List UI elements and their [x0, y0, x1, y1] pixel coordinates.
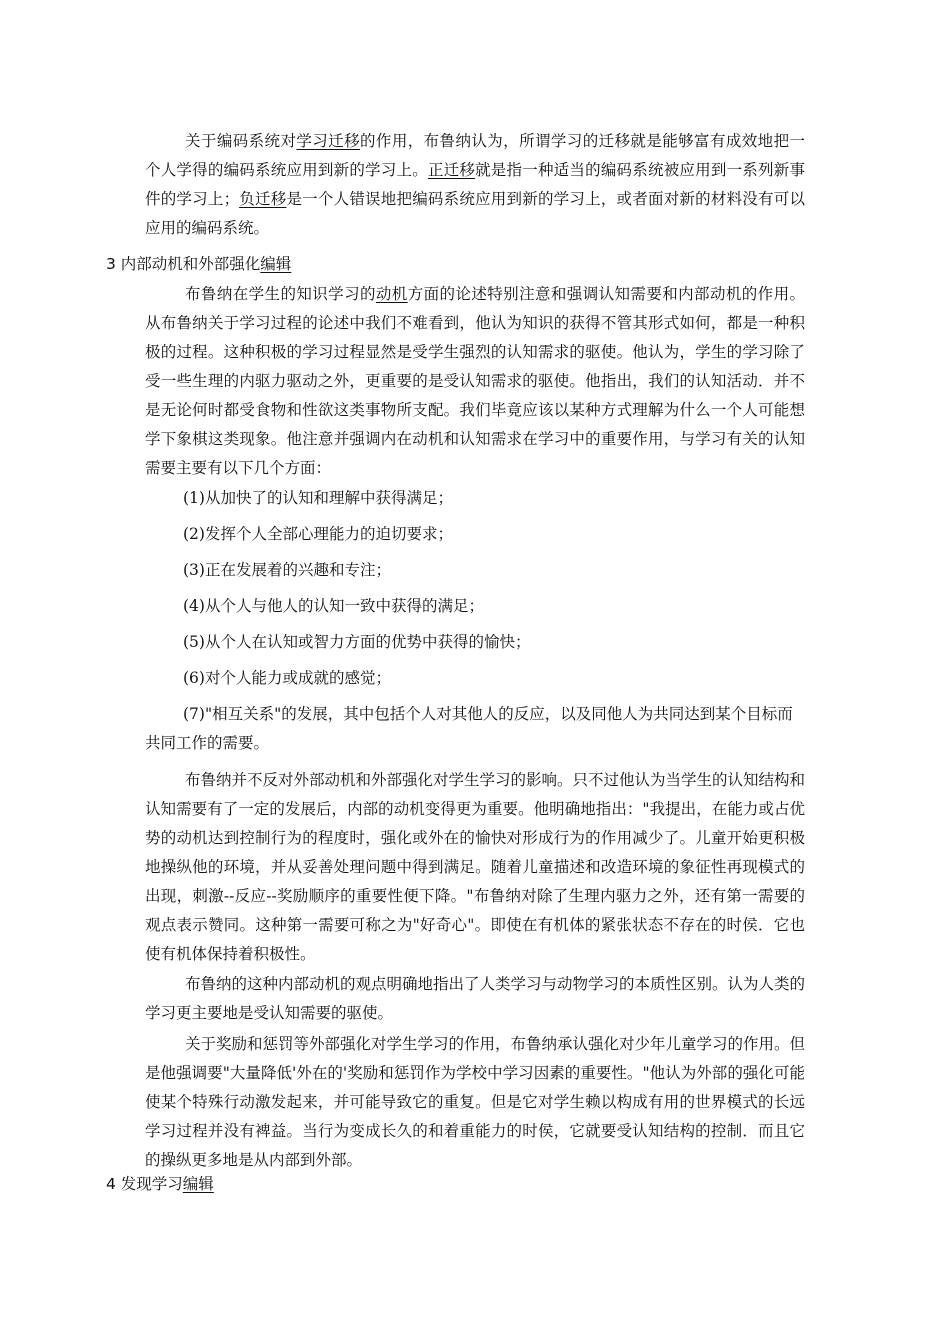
list-item — [183, 592, 803, 621]
list-text: "相互关系"的发展，其中包括个人对其他人的反应，以及同他人为共同达到某个目标而共同工作的需要。 — [145, 705, 793, 752]
list-number: (3) — [183, 561, 205, 579]
edit-link[interactable]: 编辑 — [260, 255, 292, 273]
text-run: 是一个人错误地把编码系统应用到新的学习上，或者面对新的材料没有可以应用的编码系统。 — [145, 190, 805, 237]
text-run: 方面的论述特别注意和强调认知需要和内部动机的作用。从布鲁纳关于学习过程的论述中我们不难看到，他认为知识的获得不管其形式如何，都是一种积极的过程。这种积极的学习过程显然是受学生强烈的认知需求的驱使。他认为，学生的学习除了受一些生理的内驱力驱动之外，更重要的是受认知需求的驱使。他指出，我们的认知活动．并不是无论何时都受食物和性欲这类事物所支配。我们毕竟应该以某种方式理解为什么一个人可能想学下象棋这类现象。他注意并强调内在动机和认知需求在学习中的重要作用，与学习有关的认知需要主要有以下几个方面： — [145, 285, 805, 477]
list-item — [183, 520, 803, 549]
text-run: 关于编码系统对 — [185, 132, 297, 150]
list-number: (1) — [183, 489, 205, 507]
list-number: (2) — [183, 525, 205, 543]
list-text: 从个人在认知或智力方面的优势中获得的愉快； — [204, 633, 531, 651]
list-item — [183, 628, 803, 657]
list-number: (7) — [183, 705, 205, 723]
list-number: (4) — [183, 597, 205, 615]
section-heading-4 — [106, 1170, 214, 1199]
list-text: 正在发展着的兴趣和专注； — [204, 561, 391, 579]
paragraph-transfer — [145, 127, 805, 243]
paragraph-motivation — [145, 280, 805, 483]
list-text: 发挥个人全部心理能力的迫切要求； — [204, 525, 453, 543]
link-motivation[interactable]: 动机 — [375, 285, 408, 303]
list-number: (6) — [183, 669, 205, 687]
list-item — [145, 700, 805, 758]
paragraph-intrinsic-view: 布鲁纳的这种内部动机的观点明确地指出了人类学习与动物学习的本质性区别。认为人类的学习更主要地是受认知需要的驱使。 — [145, 975, 806, 1022]
edit-link[interactable]: 编辑 — [182, 1175, 214, 1193]
paragraph-external-motivation: 布鲁纳并不反对外部动机和外部强化对学生学习的影响。只不过他认为当学生的认知结构和认知需要有了一定的发展后，内部的动机变得更为重要。他明确地指出："我提出，在能力或占优势的动机达到控制行为的程度时，强化或外在的愉快对形成行为的作用减少了。儿童开始更积极地操纵他的环境，并从妥善处理问题中得到满足。随着儿童描述和改造环境的象征性再现模式的出现，刺激--反应--奖励顺序的重要性便下降。"布鲁纳对除了生理内驱力之外，还有第一需要的观点表示赞同。这种第一需要可称之为"好奇心"。即使在有机体的紧张状态不存在的时侯．它也使有机体保持着积极性。 — [145, 771, 806, 963]
list-text: 从个人与他人的认知一致中获得的满足； — [204, 597, 484, 615]
list-item — [183, 484, 803, 513]
list-item — [183, 556, 803, 585]
list-item — [183, 664, 803, 693]
list-text: 从加快了的认知和理解中获得满足； — [204, 489, 453, 507]
section-heading-3 — [106, 250, 291, 279]
text-run: 就是指一种适当的编码系统被应用到一系列新事件的学习上； — [145, 161, 805, 208]
section-title: 3 内部动机和外部强化 — [106, 255, 261, 273]
link-negative-transfer[interactable]: 负迁移 — [239, 190, 287, 208]
link-positive-transfer[interactable]: 正迁移 — [427, 161, 476, 179]
paragraph-rewards-punishment: 关于奖励和惩罚等外部强化对学生学习的作用，布鲁纳承认强化对少年儿童学习的作用。但是他强调要"大量降低'外在的'奖励和惩罚作为学校中学习因素的重要性。"他认为外部的强化可能使某个特殊行动激发起来，并可能导致它的重复。但是它对学生赖以构成有用的世界模式的长远学习过程并没有裨益。当行为变成长久的和着重能力的时侯，它就要受认知结构的控制．而且它的操纵更多地是从内部到外部。 — [145, 1035, 806, 1169]
link-learning-transfer[interactable]: 学习迁移 — [296, 132, 360, 150]
text-run: 布鲁纳在学生的知识学习的 — [185, 285, 376, 303]
list-number: (5) — [183, 633, 205, 651]
list-text: 对个人能力或成就的感觉； — [204, 669, 391, 687]
section-title: 4 发现学习 — [106, 1175, 183, 1193]
text-run: 的作用，布鲁纳认为，所谓学习的迁移就是能够富有成效地把一个人学得的编码系统应用到新的学习上。 — [145, 132, 805, 179]
